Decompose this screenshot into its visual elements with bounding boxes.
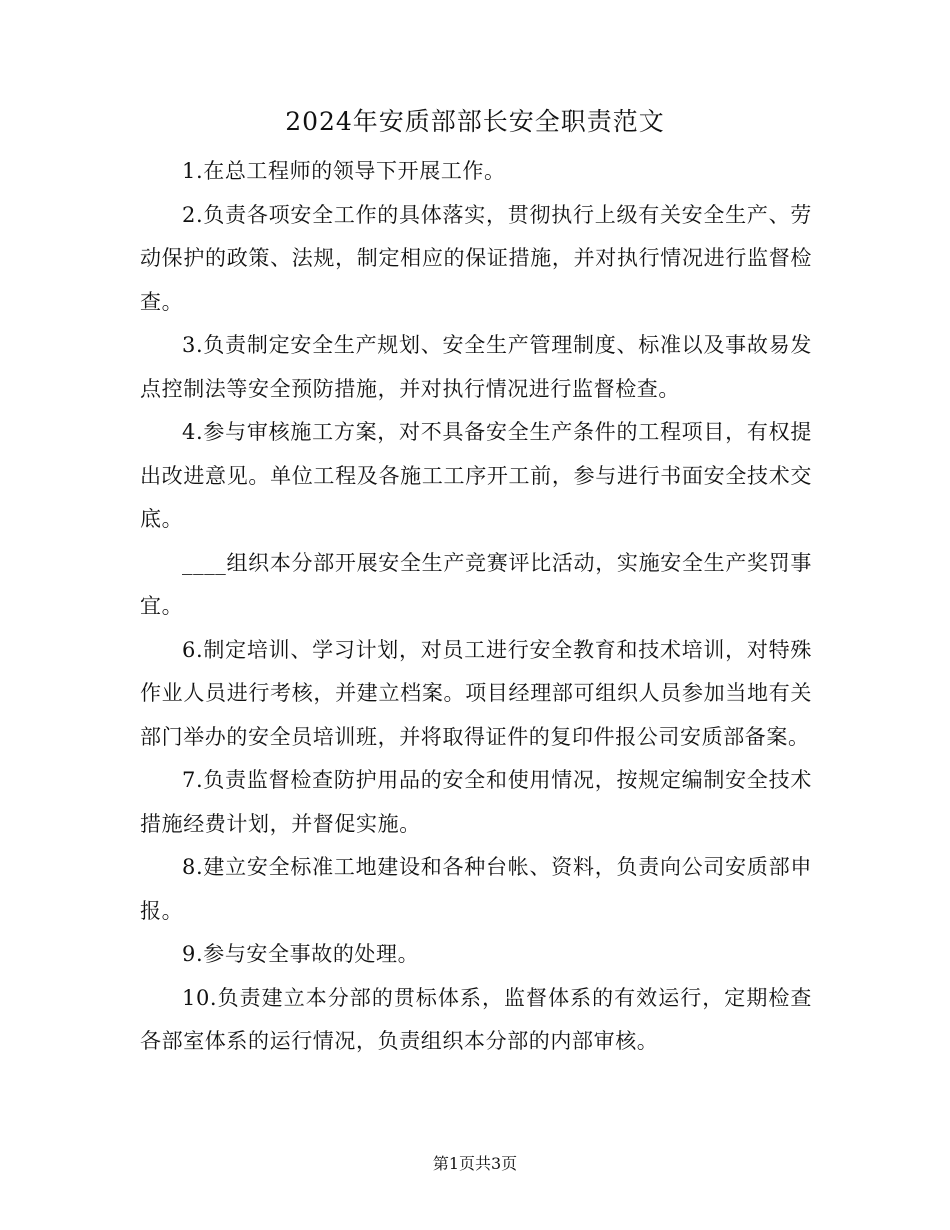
paragraph-1: 1.在总工程师的领导下开展工作。 — [182, 159, 506, 183]
paragraph-10: 10.负责建立本分部的贯标体系，监督体系的有效运行，定期检查各部室体系的运行情况，负责组织本分部的内部审核。 — [140, 985, 812, 1053]
paragraph-4: 4.参与审核施工方案，对不具备安全生产条件的工程项目，有权提出改进意见。单位工程及各施工工序开工前，参与进行书面安全技术交底。 — [140, 420, 812, 531]
paragraph-3: 3.负责制定安全生产规划、安全生产管理制度、标准以及事故易发点控制法等安全预防措施，并对执行情况进行监督检查。 — [140, 333, 812, 401]
document-title: 2024年安质部部长安全职责范文 — [285, 107, 665, 136]
paragraph-7: 7.负责监督检查防护用品的安全和使用情况，按规定编制安全技术措施经费计划，并督促实施。 — [140, 768, 812, 836]
paragraph-5: ____组织本分部开展安全生产竞赛评比活动，实施安全生产奖罚事宜。 — [140, 550, 812, 618]
paragraph-8: 8.建立安全标准工地建设和各种台帐、资料，负责向公司安质部申报。 — [140, 855, 812, 923]
document-body — [140, 150, 812, 1064]
paragraph-6: 6.制定培训、学习计划，对员工进行安全教育和技术培训，对特殊作业人员进行考核，并建立档案。项目经理部可组织人员参加当地有关部门举办的安全员培训班，并将取得证件的复印件报公司安质部备案。 — [140, 637, 812, 749]
paragraph-2: 2.负责各项安全工作的具体落实，贯彻执行上级有关安全生产、劳动保护的政策、法规，制定相应的保证措施，并对执行情况进行监督检查。 — [140, 202, 812, 314]
paragraph-9: 9.参与安全事故的处理。 — [182, 942, 420, 966]
page-number-footer: 第1页共3页 — [432, 1154, 518, 1173]
